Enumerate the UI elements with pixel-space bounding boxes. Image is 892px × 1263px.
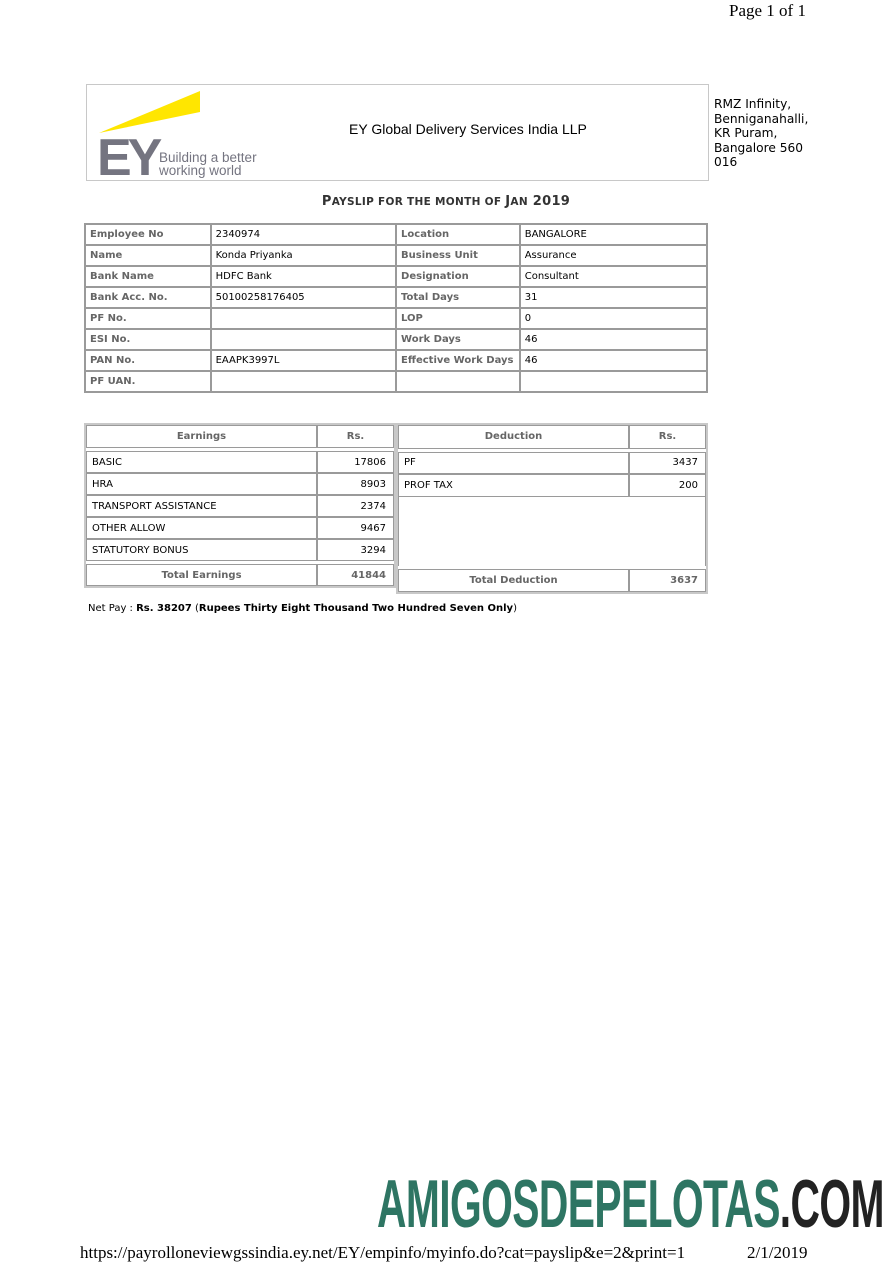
net-pay-label: Net Pay :	[88, 603, 137, 614]
info-value: 46	[520, 329, 707, 350]
info-value: 0	[520, 308, 707, 329]
table-row	[85, 224, 707, 245]
table-row	[398, 452, 706, 475]
table-row	[86, 495, 394, 517]
info-value: 2340974	[211, 224, 396, 245]
info-label: Effective Work Days	[396, 350, 520, 371]
earning-label: STATUTORY BONUS	[86, 539, 317, 561]
address-line: Benniganahalli,	[714, 111, 809, 126]
employee-info-table	[84, 223, 708, 393]
info-value: Konda Priyanka	[211, 245, 396, 266]
total-earnings-label: Total Earnings	[86, 564, 317, 586]
info-value	[520, 371, 707, 392]
earning-amount: 9467	[317, 517, 394, 539]
table-row	[85, 287, 707, 308]
earning-label: HRA	[86, 473, 317, 495]
earning-amount: 3294	[317, 539, 394, 561]
earning-amount: 17806	[317, 451, 394, 473]
payslip-title: PAYSLIP FOR THE MONTH OF JAN 2019	[321, 194, 571, 209]
currency-header: Rs.	[629, 425, 706, 449]
total-deduction-label: Total Deduction	[398, 569, 629, 592]
table-row	[85, 329, 707, 350]
deduction-label: PROF TAX	[398, 474, 629, 497]
table-row	[85, 350, 707, 371]
address-line: 016	[714, 155, 738, 169]
company-address	[714, 97, 808, 170]
table-row	[86, 451, 394, 473]
total-earnings-amount: 41844	[317, 564, 394, 586]
info-value: 46	[520, 350, 707, 371]
earning-label: TRANSPORT ASSISTANCE	[86, 495, 317, 517]
info-label: Total Days	[396, 287, 520, 308]
info-value: EAAPK3997L	[211, 350, 396, 371]
table-row	[398, 474, 706, 497]
info-label: Work Days	[396, 329, 520, 350]
table-row	[85, 308, 707, 329]
tagline-line1: Building a better	[159, 150, 257, 165]
table-row	[85, 245, 707, 266]
earning-label: BASIC	[86, 451, 317, 473]
info-value: 31	[520, 287, 707, 308]
info-label: Name	[85, 245, 211, 266]
earnings-total-row	[86, 564, 394, 586]
total-deduction-amount: 3637	[629, 569, 706, 592]
deduction-amount: 3437	[629, 452, 706, 475]
info-label: Designation	[396, 266, 520, 287]
info-value: HDFC Bank	[211, 266, 396, 287]
table-row	[85, 371, 707, 392]
info-label	[396, 371, 520, 392]
company-name: EY Global Delivery Services India LLP	[349, 121, 587, 137]
ey-logo-icon	[97, 91, 272, 179]
earnings-header: Earnings	[86, 425, 317, 448]
table-row	[86, 473, 394, 495]
ey-logo-text: EY	[97, 129, 159, 179]
table-row	[85, 266, 707, 287]
watermark: AMIGOSDEPELOTAS.COM	[377, 1166, 884, 1242]
company-header	[86, 84, 709, 181]
earnings-table	[84, 423, 396, 588]
info-value	[211, 371, 396, 392]
net-pay-amount: Rs. 38207	[136, 603, 192, 614]
info-value	[211, 308, 396, 329]
earning-amount: 8903	[317, 473, 394, 495]
earnings-header-row	[86, 425, 394, 448]
info-label: Business Unit	[396, 245, 520, 266]
deduction-label: PF	[398, 452, 629, 475]
deductions-header-row	[398, 425, 706, 449]
table-row	[86, 539, 394, 561]
deductions-table	[396, 423, 708, 594]
info-label: Employee No	[85, 224, 211, 245]
info-value: 50100258176405	[211, 287, 396, 308]
info-label: PAN No.	[85, 350, 211, 371]
footer-url: https://payrolloneviewgssindia.ey.net/EY/empinfo/myinfo.do?cat=payslip&e=2&print=1	[80, 1243, 686, 1262]
earning-label: OTHER ALLOW	[86, 517, 317, 539]
net-pay: Net Pay : Rs. 38207 (Rupees Thirty Eight Thousand Two Hundred Seven Only)	[88, 603, 517, 614]
footer-date: 2/1/2019	[747, 1243, 808, 1262]
address-line: RMZ Infinity,	[714, 97, 792, 111]
info-value	[211, 329, 396, 350]
info-label: PF UAN.	[85, 371, 211, 392]
deduction-amount: 200	[629, 474, 706, 497]
currency-header: Rs.	[317, 425, 394, 448]
info-label: Bank Acc. No.	[85, 287, 211, 308]
address-line: KR Puram,	[714, 126, 778, 140]
deductions-total-row	[398, 569, 706, 592]
tagline-line2: working world	[159, 163, 242, 178]
info-value: Consultant	[520, 266, 707, 287]
deductions-header: Deduction	[398, 425, 629, 449]
net-pay-words: Rupees Thirty Eight Thousand Two Hundred Seven Only	[198, 603, 514, 614]
info-value: BANGALORE	[520, 224, 707, 245]
table-row	[86, 517, 394, 539]
info-label: Location	[396, 224, 520, 245]
info-label: PF No.	[85, 308, 211, 329]
deductions-spacer	[398, 497, 706, 567]
info-label: LOP	[396, 308, 520, 329]
info-label: Bank Name	[85, 266, 211, 287]
earning-amount: 2374	[317, 495, 394, 517]
info-label: ESI No.	[85, 329, 211, 350]
page-indicator: Page 1 of 1	[729, 1, 806, 20]
info-value: Assurance	[520, 245, 707, 266]
address-line: Bangalore 560	[714, 140, 803, 155]
